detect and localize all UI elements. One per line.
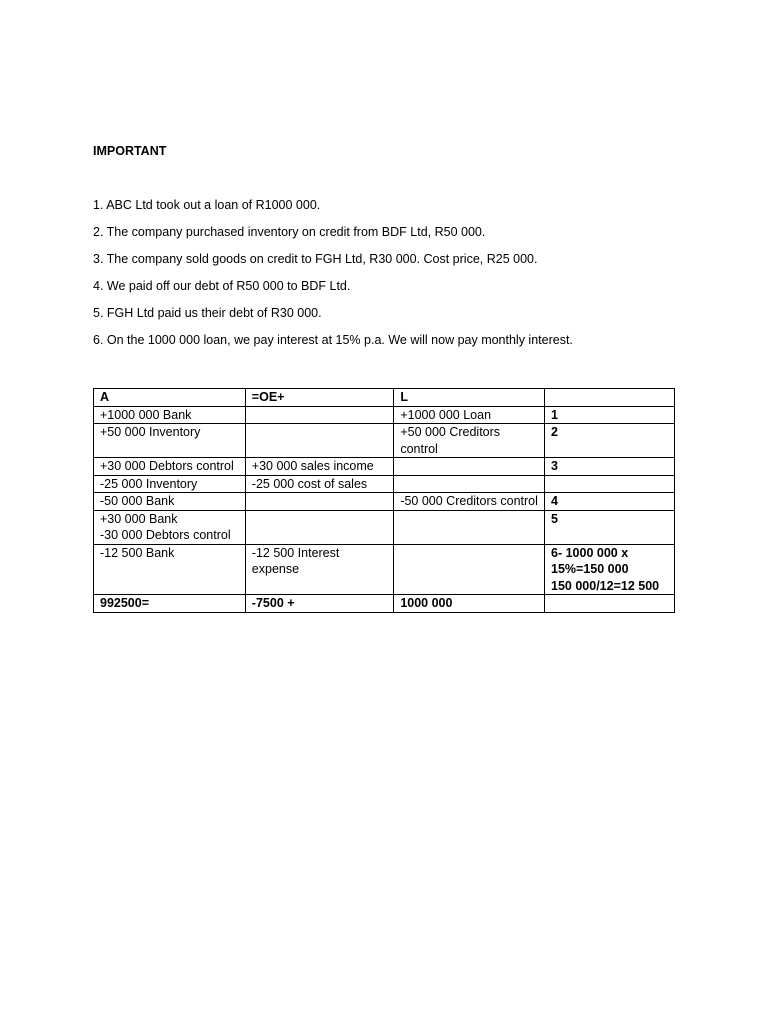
table-totals-row xyxy=(94,595,675,613)
cell-liabilities: +50 000 Creditors control xyxy=(394,424,545,458)
cell-owners-equity xyxy=(245,493,394,511)
cell-assets: -25 000 Inventory xyxy=(94,475,246,493)
cell-reference: 3 xyxy=(545,458,675,476)
table-row xyxy=(94,475,675,493)
cell-owners-equity: -12 500 Interest expense xyxy=(245,544,394,595)
cell-liabilities: +1000 000 Loan xyxy=(394,406,545,424)
cell-liabilities: -50 000 Creditors control xyxy=(394,493,545,511)
cell-owners-equity xyxy=(245,406,394,424)
cell-owners-equity: +30 000 sales income xyxy=(245,458,394,476)
cell-assets: -50 000 Bank xyxy=(94,493,246,511)
transaction-item-1: 1. ABC Ltd took out a loan of R1000 000. xyxy=(93,198,321,212)
header-assets: A xyxy=(94,389,246,407)
cell-assets: +1000 000 Bank xyxy=(94,406,246,424)
cell-owners-equity: -25 000 cost of sales xyxy=(245,475,394,493)
table-row xyxy=(94,424,675,458)
cell-liabilities xyxy=(394,544,545,595)
cell-reference: 5 xyxy=(545,510,675,544)
cell-liabilities xyxy=(394,475,545,493)
accounting-equation-table xyxy=(93,388,675,613)
total-assets: 992500= xyxy=(94,595,246,613)
transaction-item-2: 2. The company purchased inventory on credit from BDF Ltd, R50 000. xyxy=(93,225,486,239)
cell-assets: +30 000 Bank -30 000 Debtors control xyxy=(94,510,246,544)
cell-assets: +30 000 Debtors control xyxy=(94,458,246,476)
transaction-item-3: 3. The company sold goods on credit to FGH Ltd, R30 000. Cost price, R25 000. xyxy=(93,252,538,266)
transaction-item-5: 5. FGH Ltd paid us their debt of R30 000. xyxy=(93,306,322,320)
header-liabilities: L xyxy=(394,389,545,407)
cell-liabilities xyxy=(394,510,545,544)
cell-liabilities xyxy=(394,458,545,476)
total-reference xyxy=(545,595,675,613)
header-reference xyxy=(545,389,675,407)
cell-owners-equity xyxy=(245,510,394,544)
cell-assets: +50 000 Inventory xyxy=(94,424,246,458)
document-heading: IMPORTANT xyxy=(93,144,167,158)
cell-reference: 6- 1000 000 x 15%=150 000 150 000/12=12 500 xyxy=(545,544,675,595)
table-row xyxy=(94,544,675,595)
table-row xyxy=(94,493,675,511)
transaction-item-6: 6. On the 1000 000 loan, we pay interest at 15% p.a. We will now pay monthly interest. xyxy=(93,333,573,347)
cell-reference: 1 xyxy=(545,406,675,424)
transaction-list xyxy=(93,197,713,359)
table-row xyxy=(94,510,675,544)
total-owners-equity: -7500 + xyxy=(245,595,394,613)
cell-owners-equity xyxy=(245,424,394,458)
transaction-item-4: 4. We paid off our debt of R50 000 to BDF Ltd. xyxy=(93,279,351,293)
table-row xyxy=(94,406,675,424)
table-row xyxy=(94,458,675,476)
header-owners-equity: =OE+ xyxy=(245,389,394,407)
total-liabilities: 1000 000 xyxy=(394,595,545,613)
cell-reference: 2 xyxy=(545,424,675,458)
cell-assets: -12 500 Bank xyxy=(94,544,246,595)
table-header-row xyxy=(94,389,675,407)
cell-reference: 4 xyxy=(545,493,675,511)
cell-reference xyxy=(545,475,675,493)
